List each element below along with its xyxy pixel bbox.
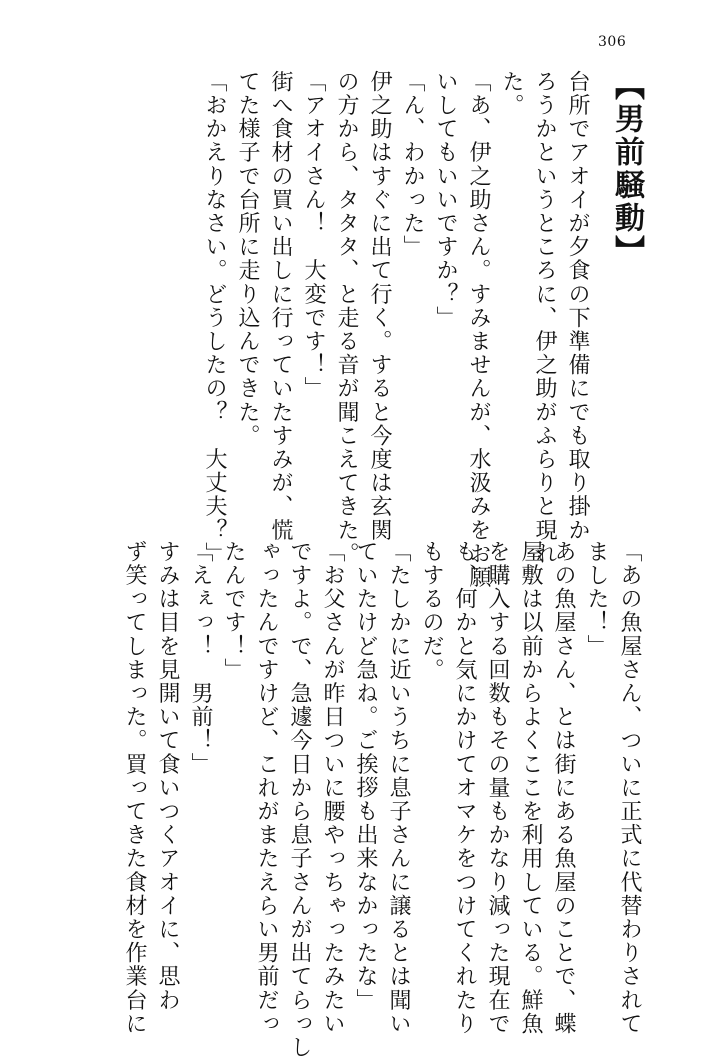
section-heading: 【男前騒動】 [609,70,644,268]
text-line: てた様子で台所に走り込んできた。 [235,70,260,448]
text-line: ました！」 [584,540,609,658]
text-line: た。 [499,70,524,118]
text-line: 「えぇっ！ 男前！」 [188,540,213,776]
page-number: 306 [598,34,627,50]
text-line: 「あの魚屋さん、ついに正式に代替わりされて [617,540,642,1036]
text-line: 街へ食材の買い出しに行っていたすみが、慌 [268,70,293,542]
text-line: 伊之助はすぐに出て行く。すると今度は玄関 [367,70,392,542]
text-line: ろうかというところに、伊之助がふらりと現れ [532,70,557,566]
text-line: もするのだ。 [419,540,444,682]
text-line: も、何かと気にかけてオマケをつけてくれたり [452,540,477,1036]
text-line: ですよ。で、急遽今日から息子さんが出てらっし [287,540,312,1059]
text-line: を購入する回数もその量もかなり減った現在で [485,540,510,1036]
text-line: ていたけど急ね。ご挨拶も出来なかったな」 [353,540,378,1012]
text-line: 屋敷は以前からよくここを利用している。鮮魚 [518,540,543,1036]
text-block-top [198,70,648,590]
heading-spacer [594,70,602,530]
text-block-bottom [118,540,646,1059]
text-line: 「お父さんが昨日ついに腰やっちゃったみたい [320,540,345,1036]
text-line: 「おかえりなさい。どうしたの？ 大丈夫？」 [202,70,227,566]
text-line: ず笑ってしまった。買ってきた食材を作業台に [122,540,147,1036]
text-line: 「あ、伊之助さん。すみませんが、水汲みをお願 [466,70,491,590]
text-line: 「ん、わかった」 [400,70,425,259]
text-line: すみは目を見開いて食いつくアオイに、思わ [155,540,180,1012]
text-line: あの魚屋さん、とは街にある魚屋のことで、蝶 [551,540,576,1036]
text-line: 台所でアオイが夕食の下準備にでも取り掛か [565,70,590,542]
text-line: 「アオイさん！ 大変です！」 [301,70,326,401]
text-line: の方から、タタタ、と走る音が聞こえてきた。 [334,70,359,566]
text-line: ゃったんですけど、これがまたえらい男前だっ [254,540,279,1036]
text-line: いしてもいいですか？」 [433,70,458,330]
text-line: 「たしかに近いうちに息子さんに譲るとは聞い [386,540,411,1036]
text-line: たんです！」 [221,540,246,682]
